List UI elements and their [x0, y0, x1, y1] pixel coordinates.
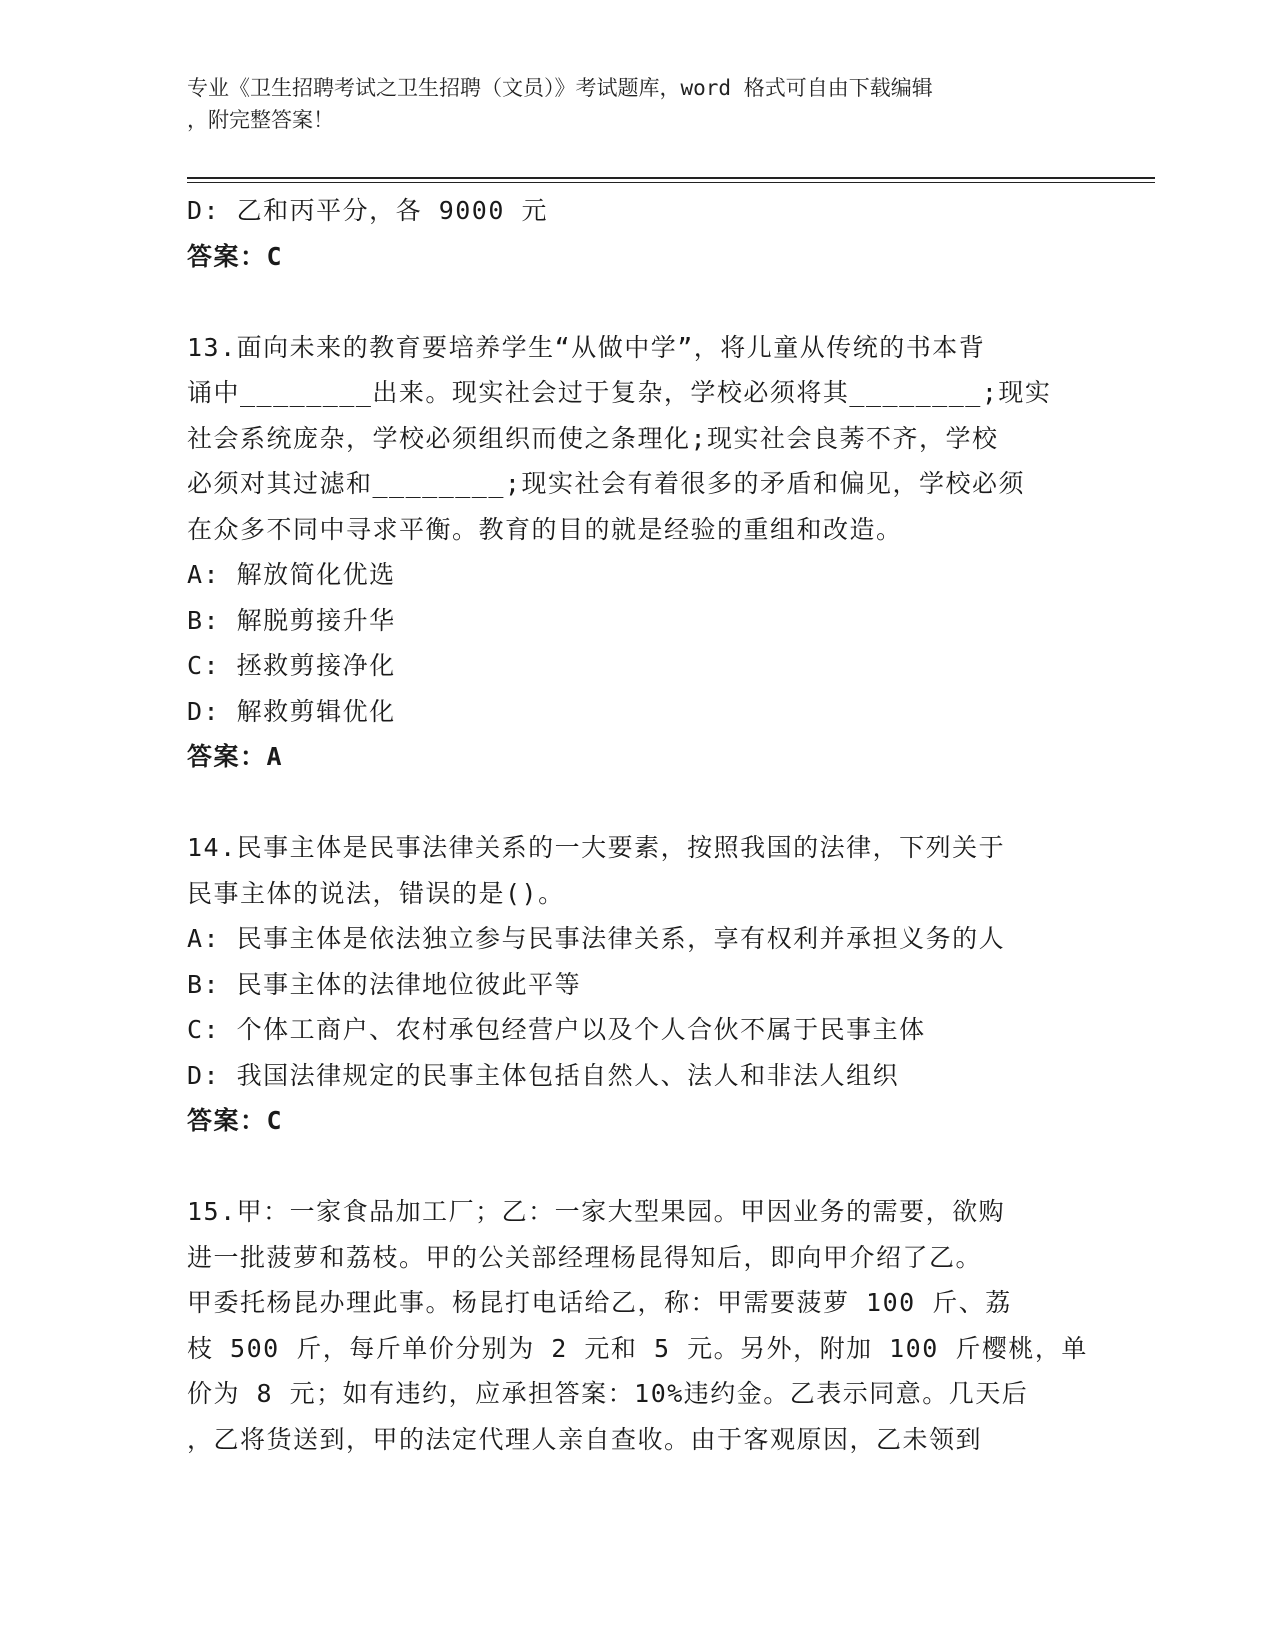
question-14 [187, 825, 1077, 1144]
question-13 [187, 325, 1077, 780]
q13-stem-line: 在众多不同中寻求平衡。教育的目的就是经验的重组和改造。 [187, 514, 903, 544]
q13-option-d: D: 解救剪辑优化 [187, 696, 396, 726]
question-15 [187, 1189, 1088, 1462]
q12-answer: 答案：C [187, 241, 284, 271]
q15-stem-line: 甲委托杨昆办理此事。杨昆打电话给乙，称：甲需要菠萝 100 斤、荔 [187, 1288, 1012, 1317]
header-line-1: 专业《卫生招聘考试之卫生招聘（文员）》考试题库，word 格式可自由下载编辑 [187, 76, 933, 100]
q13-stem-line: 诵中________出来。现实社会过于复杂，学校必须将其________;现实 [187, 378, 1052, 407]
spacer [187, 279, 1077, 325]
q15-stem-line: 15.甲：一家食品加工厂；乙：一家大型果园。甲因业务的需要，欲购 [187, 1197, 1006, 1226]
q12-option-d: D: 乙和丙平分，各 9000 元 [187, 196, 548, 225]
q15-stem-line: 价为 8 元；如有违约，应承担答案：10%违约金。乙表示同意。几天后 [187, 1379, 1029, 1408]
header-rule-thick [187, 177, 1155, 179]
q13-option-a: A: 解放简化优选 [187, 560, 396, 589]
q14-option-c: C: 个体工商户、农村承包经营户以及个人合伙不属于民事主体 [187, 1015, 926, 1044]
q13-stem-line: 13.面向未来的教育要培养学生“从做中学”，将儿童从传统的书本背 [187, 332, 986, 362]
header-line-2: ，附完整答案！ [187, 108, 334, 132]
q14-option-b: B: 民事主体的法律地位彼此平等 [187, 969, 582, 999]
q14-option-d: D: 我国法律规定的民事主体包括自然人、法人和非法人组织 [187, 1060, 900, 1090]
q13-answer: 答案：A [187, 742, 284, 771]
q13-option-c: C: 拯救剪接净化 [187, 651, 396, 680]
document-body [187, 188, 1088, 1462]
q13-stem-line: 必须对其过滤和________;现实社会有着很多的矛盾和偏见，学校必须 [187, 469, 1025, 498]
spacer [187, 1144, 1077, 1190]
spacer [187, 780, 1077, 826]
q14-answer: 答案：C [187, 1106, 284, 1135]
q15-stem-line: ，乙将货送到，甲的法定代理人亲自查收。由于客观原因，乙未领到 [187, 1424, 983, 1454]
q13-stem-line: 社会系统庞杂，学校必须组织而使之条理化;现实社会良莠不齐，学校 [187, 423, 999, 453]
page-header [187, 72, 1067, 136]
q15-stem-line: 枝 500 斤，每斤单价分别为 2 元和 5 元。另外，附加 100 斤樱桃，单 [187, 1333, 1088, 1363]
q14-stem-line: 14.民事主体是民事法律关系的一大要素，按照我国的法律，下列关于 [187, 833, 1006, 862]
q14-option-a: A: 民事主体是依法独立参与民事法律关系，享有权利并承担义务的人 [187, 924, 1006, 953]
question-12 [187, 188, 1077, 279]
q15-stem-line: 进一批菠萝和荔枝。甲的公关部经理杨昆得知后，即向甲介绍了乙。 [187, 1242, 983, 1272]
q14-stem-line: 民事主体的说法，错误的是()。 [187, 878, 565, 908]
header-rule-thin [187, 182, 1155, 183]
q13-option-b: B: 解脱剪接升华 [187, 605, 396, 635]
